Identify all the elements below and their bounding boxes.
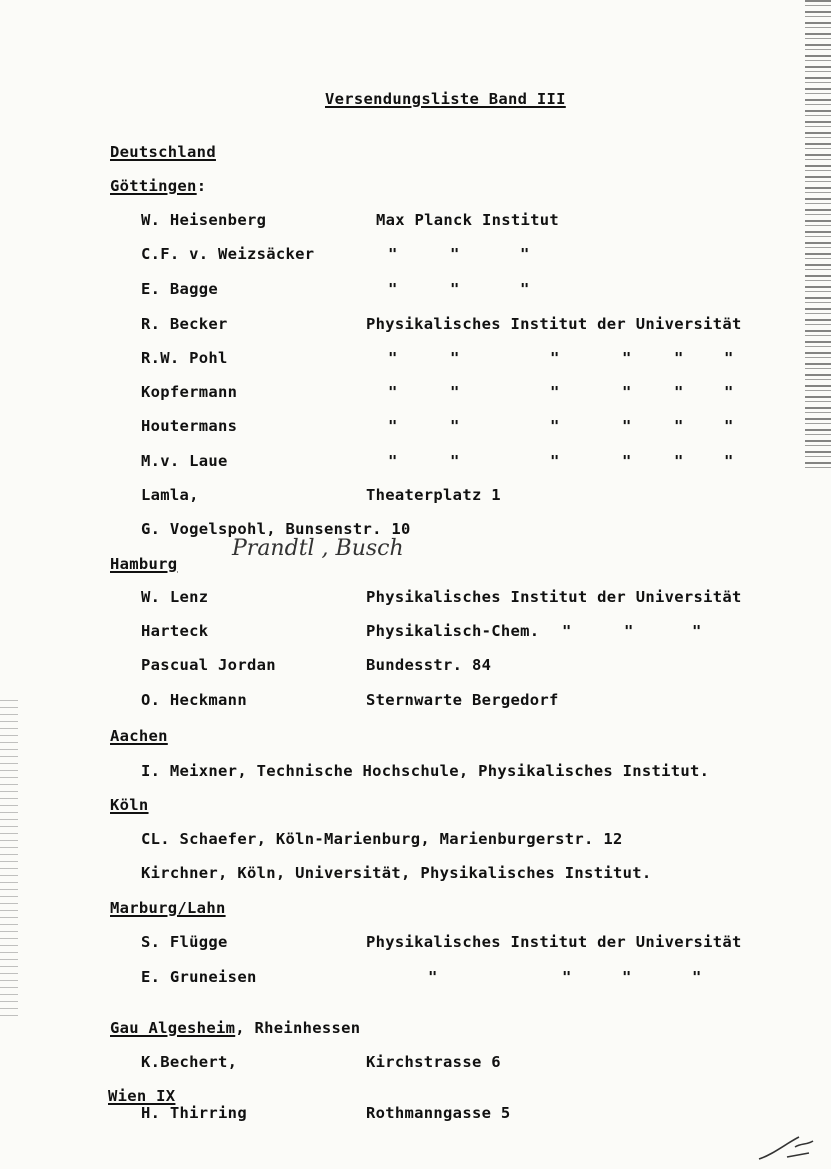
entry-name: W. Heisenberg bbox=[141, 211, 267, 229]
city-heading-marburg: Marburg/Lahn bbox=[110, 899, 226, 917]
ditto-mark: " bbox=[622, 383, 632, 401]
ditto-mark: " bbox=[450, 280, 460, 298]
ditto-mark: " bbox=[428, 968, 438, 986]
ditto-mark: " bbox=[520, 280, 530, 298]
ditto-mark: " bbox=[388, 280, 398, 298]
entry-name: S. Flügge bbox=[141, 933, 228, 951]
ditto-mark: " bbox=[724, 452, 734, 470]
scan-edge-artifact-left bbox=[0, 700, 18, 1020]
country-heading: Deutschland bbox=[110, 143, 216, 161]
entry-address: Theaterplatz 1 bbox=[366, 486, 501, 504]
entry-name: E. Gruneisen bbox=[141, 968, 257, 986]
ditto-mark: " bbox=[624, 622, 634, 640]
ditto-mark: " bbox=[450, 383, 460, 401]
entry-line: G. Vogelspohl, Bunsenstr. 10 bbox=[141, 520, 411, 538]
entry-name: Pascual Jordan bbox=[141, 656, 276, 674]
ditto-mark: " bbox=[550, 417, 560, 435]
entry-address: Sternwarte Bergedorf bbox=[366, 691, 559, 709]
entry-address: Rothmanngasse 5 bbox=[366, 1104, 511, 1122]
scan-edge-artifact bbox=[805, 0, 831, 470]
entry-name: Kopfermann bbox=[141, 383, 238, 401]
ditto-mark: " bbox=[388, 417, 398, 435]
entry-name: K.Bechert, bbox=[141, 1053, 238, 1071]
ditto-mark: " bbox=[692, 968, 702, 986]
ditto-mark: " bbox=[622, 968, 632, 986]
entry-name: Lamla, bbox=[141, 486, 199, 504]
city-heading-koeln: Köln bbox=[110, 796, 149, 814]
ditto-mark: " bbox=[622, 417, 632, 435]
ditto-mark: " bbox=[692, 622, 702, 640]
entry-address: Bundesstr. 84 bbox=[366, 656, 492, 674]
entry-name: C.F. v. Weizsäcker bbox=[141, 245, 315, 263]
entry-name: R. Becker bbox=[141, 315, 228, 333]
ditto-mark: " bbox=[388, 383, 398, 401]
entry-line: Kirchner, Köln, Universität, Physikalisches Institut. bbox=[141, 864, 652, 882]
entry-line: CL. Schaefer, Köln-Marienburg, Marienburgerstr. 12 bbox=[141, 830, 623, 848]
ditto-mark: " bbox=[388, 349, 398, 367]
handwritten-note: Prandtl , Busch bbox=[232, 536, 404, 561]
ditto-mark: " bbox=[622, 349, 632, 367]
ditto-mark: " bbox=[724, 417, 734, 435]
ditto-mark: " bbox=[520, 245, 530, 263]
entry-name: Houtermans bbox=[141, 417, 238, 435]
entry-address: Kirchstrasse 6 bbox=[366, 1053, 501, 1071]
entry-name: Harteck bbox=[141, 622, 209, 640]
ditto-mark: " bbox=[550, 383, 560, 401]
city-heading-gau-algesheim: Gau Algesheim, Rheinhessen bbox=[110, 1019, 361, 1037]
ditto-mark: " bbox=[724, 383, 734, 401]
entry-name: W. Lenz bbox=[141, 588, 209, 606]
ditto-mark: " bbox=[550, 349, 560, 367]
margin-scribble bbox=[757, 1133, 817, 1163]
city-heading-goettingen: Göttingen: bbox=[110, 177, 207, 195]
ditto-mark: " bbox=[562, 968, 572, 986]
entry-name: R.W. Pohl bbox=[141, 349, 228, 367]
ditto-mark: " bbox=[450, 417, 460, 435]
entry-address: Physikalisches Institut der Universität bbox=[366, 315, 742, 333]
ditto-mark: " bbox=[674, 452, 684, 470]
ditto-mark: " bbox=[450, 452, 460, 470]
entry-name: H. Thirring bbox=[141, 1104, 247, 1122]
entry-address: Physikalisches Institut der Universität bbox=[366, 588, 742, 606]
city-heading-hamburg: Hamburg bbox=[110, 555, 178, 573]
entry-line: I. Meixner, Technische Hochschule, Physikalisches Institut. bbox=[141, 762, 710, 780]
ditto-mark: " bbox=[724, 349, 734, 367]
ditto-mark: " bbox=[674, 349, 684, 367]
city-heading-wien: Wien IX bbox=[108, 1087, 176, 1105]
ditto-mark: " bbox=[622, 452, 632, 470]
ditto-mark: " bbox=[450, 245, 460, 263]
ditto-mark: " bbox=[388, 245, 398, 263]
entry-address: Max Planck Institut bbox=[376, 211, 560, 229]
ditto-mark: " bbox=[388, 452, 398, 470]
ditto-mark: " bbox=[674, 417, 684, 435]
entry-name: O. Heckmann bbox=[141, 691, 247, 709]
ditto-mark: " bbox=[450, 349, 460, 367]
entry-address: Physikalisches Institut der Universität bbox=[366, 933, 742, 951]
ditto-mark: " bbox=[674, 383, 684, 401]
entry-name: E. Bagge bbox=[141, 280, 219, 298]
entry-name: M.v. Laue bbox=[141, 452, 228, 470]
ditto-mark: " bbox=[550, 452, 560, 470]
document-title: Versendungsliste Band III bbox=[325, 90, 566, 108]
city-heading-aachen: Aachen bbox=[110, 727, 168, 745]
ditto-mark: " bbox=[562, 622, 572, 640]
entry-address: Physikalisch-Chem. bbox=[366, 622, 540, 640]
